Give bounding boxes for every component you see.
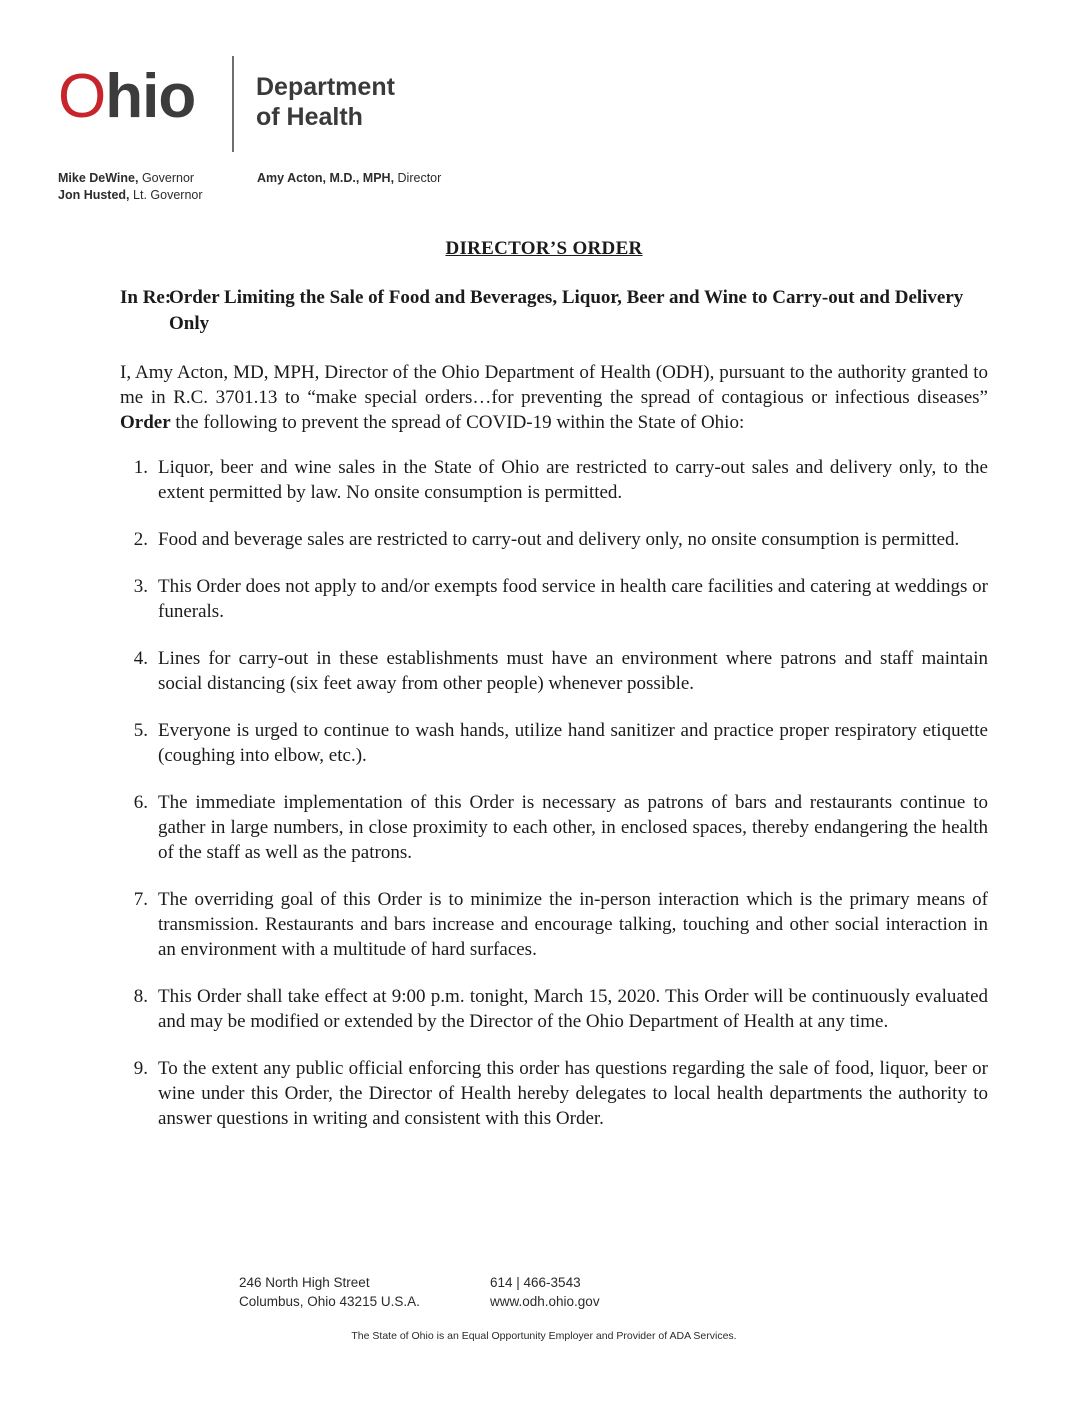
order-item (120, 790, 988, 865)
director-block (257, 170, 441, 187)
director-title: Director (397, 171, 442, 185)
item-number: 5. (133, 720, 148, 741)
footer-address (239, 1273, 420, 1311)
item-number: 2. (133, 529, 148, 550)
item-number: 9. (133, 1058, 148, 1079)
footer-eeo-statement: The State of Ohio is an Equal Opportunity Employer and Provider of ADA Services. (351, 1330, 737, 1342)
lt-governor-name: Jon Husted, (58, 188, 130, 202)
intro-text-end: the following to prevent the spread of COVID-19 within the State of Ohio: (175, 412, 745, 433)
logo-letters: hio (105, 62, 196, 131)
order-list (120, 455, 988, 1131)
item-text: The overriding goal of this Order is to minimize the in-person interaction which is the primary means of transmission. Restaurants and bars increase and encourage talking, touching and other social interaction in an environment with a multitude of hard surfaces. (158, 889, 988, 960)
logo-divider (232, 56, 234, 152)
item-text: To the extent any public official enforcing this order has questions regarding the sale of food, liquor, beer or wine under this Order, the Director of Health hereby delegates to local health departments the authority to answer questions in writing and consistent with this Order. (158, 1058, 988, 1129)
item-number: 3. (133, 576, 148, 597)
department-name (256, 72, 395, 132)
department-line-2: of Health (256, 103, 363, 131)
footer-city: Columbus, Ohio 43215 U.S.A. (239, 1294, 420, 1309)
ohio-wordmark (58, 62, 196, 131)
item-text: Food and beverage sales are restricted to carry-out and delivery only, no onsite consumption is permitted. (158, 529, 960, 550)
order-item (120, 984, 988, 1034)
in-re-text: Order Limiting the Sale of Food and Beverages, Liquor, Beer and Wine to Carry-out and Delivery Only (169, 287, 964, 334)
governor-title: Governor (141, 171, 195, 185)
director-name: Amy Acton, M.D., MPH, (257, 171, 395, 185)
item-text: This Order shall take effect at 9:00 p.m. tonight, March 15, 2020. This Order will be continuously evaluated and may be modified or extended by the Director of the Ohio Department of Health at any time. (158, 986, 988, 1032)
in-re-heading (120, 285, 990, 337)
order-item (120, 646, 988, 696)
item-number: 4. (133, 648, 148, 669)
intro-paragraph (120, 360, 988, 435)
item-text: This Order does not apply to and/or exempts food service in health care facilities and catering at weddings or funerals. (158, 576, 988, 622)
footer-website: www.odh.ohio.gov (490, 1294, 600, 1309)
item-text: Everyone is urged to continue to wash hands, utilize hand sanitizer and practice proper respiratory etiquette (coughing into elbow, etc.). (158, 720, 988, 766)
order-item (120, 574, 988, 624)
item-text: Liquor, beer and wine sales in the State of Ohio are restricted to carry-out sales and delivery only, to the extent permitted by law. No onsite consumption is permitted. (158, 457, 988, 503)
item-number: 6. (133, 792, 148, 813)
item-number: 1. (133, 457, 148, 478)
item-text: Lines for carry-out in these establishments must have an environment where patrons and staff maintain social distancing (six feet away from other people) whenever possible. (158, 648, 988, 694)
order-item (120, 455, 988, 505)
item-number: 8. (133, 986, 148, 1007)
order-item (120, 887, 988, 962)
intro-order-bold: Order (120, 412, 171, 433)
governor-block (58, 170, 203, 204)
department-line-1: Department (256, 73, 395, 101)
governor-line (58, 170, 203, 187)
document-title: DIRECTOR’S ORDER (445, 238, 643, 259)
footer-contact (490, 1273, 600, 1311)
order-item (120, 718, 988, 768)
footer-street: 246 North High Street (239, 1275, 370, 1290)
order-item (120, 527, 988, 552)
in-re-label: In Re: (120, 287, 172, 308)
item-text: The immediate implementation of this Order is necessary as patrons of bars and restaurants continue to gather in large numbers, in close proximity to each other, in enclosed spaces, thereby endangering the health of the staff as well as the patrons. (158, 792, 988, 863)
lt-governor-line (58, 187, 203, 204)
logo-letter-o: O (58, 62, 106, 131)
governor-name: Mike DeWine, (58, 171, 139, 185)
order-item (120, 1056, 988, 1131)
intro-text: I, Amy Acton, MD, MPH, Director of the Ohio Department of Health (ODH), pursuant to the authority granted to me in R.C. 3701.13 to “make special orders…for preventing the spread of contagious or infectious diseases” (120, 362, 988, 408)
item-number: 7. (133, 889, 148, 910)
ohio-logo (58, 62, 196, 136)
lt-governor-title: Lt. Governor (133, 188, 203, 202)
footer-phone: 614 | 466-3543 (490, 1275, 581, 1290)
